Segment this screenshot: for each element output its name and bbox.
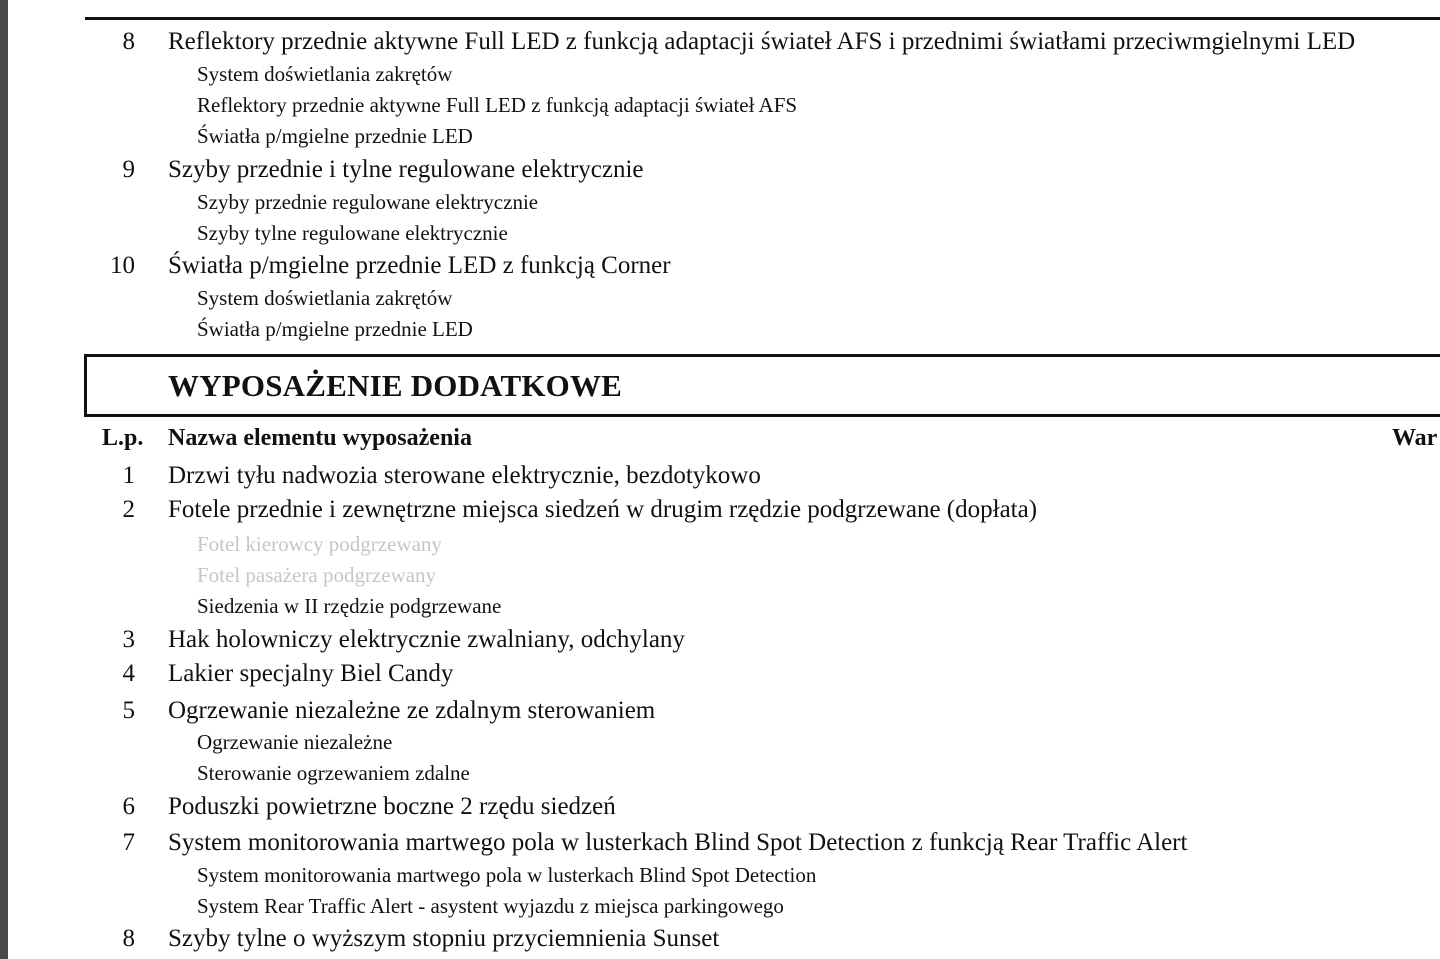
sub-item <box>0 894 1440 922</box>
header-value: War <box>1392 425 1438 451</box>
list-item <box>0 829 1440 861</box>
sub-item <box>0 62 1440 90</box>
sub-item-text: Szyby przednie regulowane elektrycznie <box>197 190 539 214</box>
item-title: System monitorowania martwego pola w lusterkach Blind Spot Detection z funkcją Rear Traffic Alert <box>168 829 1188 856</box>
list-item <box>0 793 1440 825</box>
item-number: 10 <box>110 252 135 279</box>
item-number: 5 <box>122 697 135 724</box>
sub-item-text: System doświetlania zakrętów <box>197 286 453 310</box>
sub-item-text: Światła p/mgielne przednie LED <box>197 317 473 341</box>
sub-item-text: System Rear Traffic Alert - asystent wyjazdu z miejsca parkingowego <box>197 894 784 918</box>
item-number: 8 <box>122 925 135 952</box>
list-item <box>0 697 1440 729</box>
section-header-box <box>84 354 1440 417</box>
header-name: Nazwa elementu wyposażenia <box>168 425 472 451</box>
sub-item <box>0 124 1440 152</box>
list-item <box>0 28 1440 60</box>
item-number: 6 <box>122 793 135 820</box>
sub-item <box>0 93 1440 121</box>
item-title: Światła p/mgielne przednie LED z funkcją Corner <box>168 252 671 279</box>
sub-item-text: Sterowanie ogrzewaniem zdalne <box>197 761 470 785</box>
list-item <box>0 462 1440 494</box>
list-item <box>0 496 1440 528</box>
item-title: Hak holowniczy elektrycznie zwalniany, odchylany <box>168 626 685 653</box>
item-title: Szyby tylne o wyższym stopniu przyciemnienia Sunset <box>168 925 720 952</box>
sub-item <box>0 532 1440 560</box>
item-number: 8 <box>122 28 135 55</box>
sub-item-text: Siedzenia w II rzędzie podgrzewane <box>197 594 502 618</box>
section-bottom-rule <box>85 17 1440 20</box>
item-number: 2 <box>122 496 135 523</box>
item-title: Drzwi tyłu nadwozia sterowane elektrycznie, bezdotykowo <box>168 462 761 489</box>
sub-item <box>0 594 1440 622</box>
sub-item-text: Ogrzewanie niezależne <box>197 730 393 754</box>
list-item <box>0 660 1440 692</box>
sub-item-text: Fotel kierowcy podgrzewany <box>197 532 442 556</box>
sub-item <box>0 221 1440 249</box>
sub-item-text: Światła p/mgielne przednie LED <box>197 124 473 148</box>
sub-item <box>0 730 1440 758</box>
list-item <box>0 156 1440 188</box>
item-title: Szyby przednie i tylne regulowane elektrycznie <box>168 156 644 183</box>
list-item <box>0 252 1440 284</box>
sub-item-text: System monitorowania martwego pola w lusterkach Blind Spot Detection <box>197 863 817 887</box>
header-lp: L.p. <box>102 425 144 451</box>
item-title: Poduszki powietrzne boczne 2 rzędu siedzeń <box>168 793 616 820</box>
sub-item <box>0 190 1440 218</box>
item-number: 3 <box>122 626 135 653</box>
sub-item <box>0 317 1440 345</box>
sub-item-text: Reflektory przednie aktywne Full LED z funkcją adaptacji świateł AFS <box>197 93 798 117</box>
sub-item-text: System doświetlania zakrętów <box>197 62 453 86</box>
item-number: 1 <box>122 462 135 489</box>
item-title: Fotele przednie i zewnętrzne miejsca siedzeń w drugim rzędzie podgrzewane (dopłata) <box>168 496 1038 523</box>
list-item <box>0 626 1440 658</box>
sub-item-text: Szyby tylne regulowane elektrycznie <box>197 221 508 245</box>
item-number: 4 <box>122 660 135 687</box>
sub-item <box>0 286 1440 314</box>
item-title: Lakier specjalny Biel Candy <box>168 660 454 687</box>
sub-item <box>0 563 1440 591</box>
item-number: 7 <box>122 829 135 856</box>
section-title: WYPOSAŻENIE DODATKOWE <box>168 368 623 403</box>
table-header <box>0 425 1440 457</box>
list-item <box>0 925 1440 957</box>
item-title: Ogrzewanie niezależne ze zdalnym sterowaniem <box>168 697 656 724</box>
item-number: 9 <box>122 156 135 183</box>
sub-item <box>0 863 1440 891</box>
sub-item <box>0 761 1440 789</box>
item-title: Reflektory przednie aktywne Full LED z funkcją adaptacji świateł AFS i przednimi światłami przeciwmgielnymi LED <box>168 28 1356 55</box>
sub-item-text: Fotel pasażera podgrzewany <box>197 563 437 587</box>
